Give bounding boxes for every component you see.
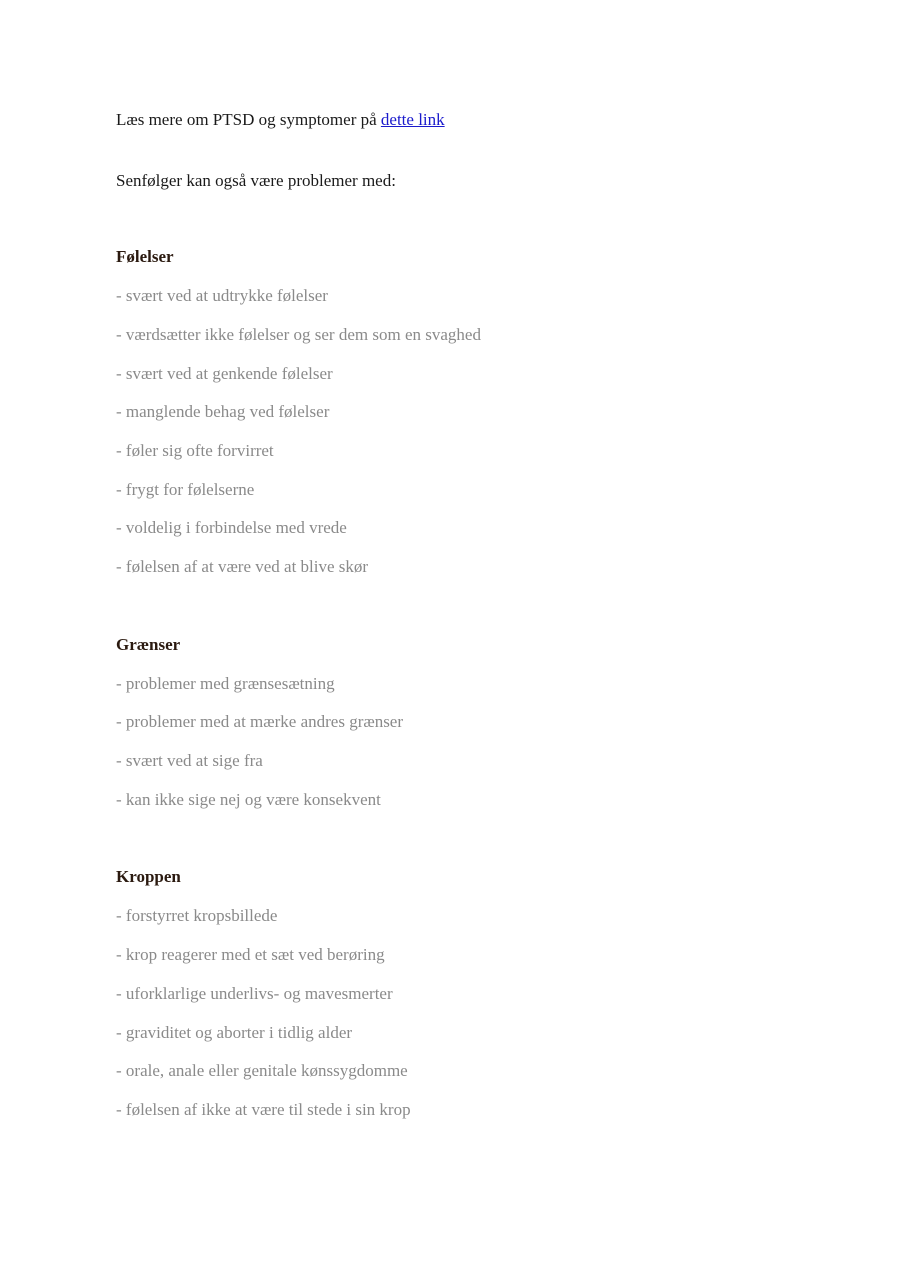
list-item: - krop reagerer med et sæt ved berøring xyxy=(116,945,385,964)
list-item: - svært ved at sige fra xyxy=(116,751,263,770)
list-item: - værdsætter ikke følelser og ser dem som en svaghed xyxy=(116,325,481,344)
list-item: - svært ved at genkende følelser xyxy=(116,364,333,383)
list-item: - uforklarlige underlivs- og mavesmerter xyxy=(116,984,393,1003)
list-item: - frygt for følelserne xyxy=(116,480,255,499)
list-item: - følelsen af at være ved at blive skør xyxy=(116,557,369,576)
list-item: - kan ikke sige nej og være konsekvent xyxy=(116,790,381,809)
intro-subtitle: Senfølger kan også være problemer med: xyxy=(116,171,396,190)
list-item: - manglende behag ved følelser xyxy=(116,402,330,421)
list-item: - følelsen af ikke at være til stede i sin krop xyxy=(116,1100,411,1119)
list-item: - føler sig ofte forvirret xyxy=(116,441,274,460)
ptsd-link[interactable]: dette link xyxy=(380,110,445,129)
list-item: - forstyrret kropsbillede xyxy=(116,906,278,925)
section-heading-graenser: Grænser xyxy=(116,635,181,654)
list-item: - orale, anale eller genitale kønssygdomme xyxy=(116,1061,408,1080)
section-heading-folelser: Følelser xyxy=(116,247,174,266)
list-item: - problemer med grænsesætning xyxy=(116,674,335,693)
intro-text: Læs mere om PTSD og symptomer på xyxy=(116,110,381,129)
list-item: - problemer med at mærke andres grænser xyxy=(116,712,404,731)
list-item: - graviditet og aborter i tidlig alder xyxy=(116,1023,353,1042)
intro-line xyxy=(116,110,445,130)
section-heading-kroppen: Kroppen xyxy=(116,867,181,886)
list-item: - voldelig i forbindelse med vrede xyxy=(116,518,347,537)
list-item: - svært ved at udtrykke følelser xyxy=(116,286,328,305)
